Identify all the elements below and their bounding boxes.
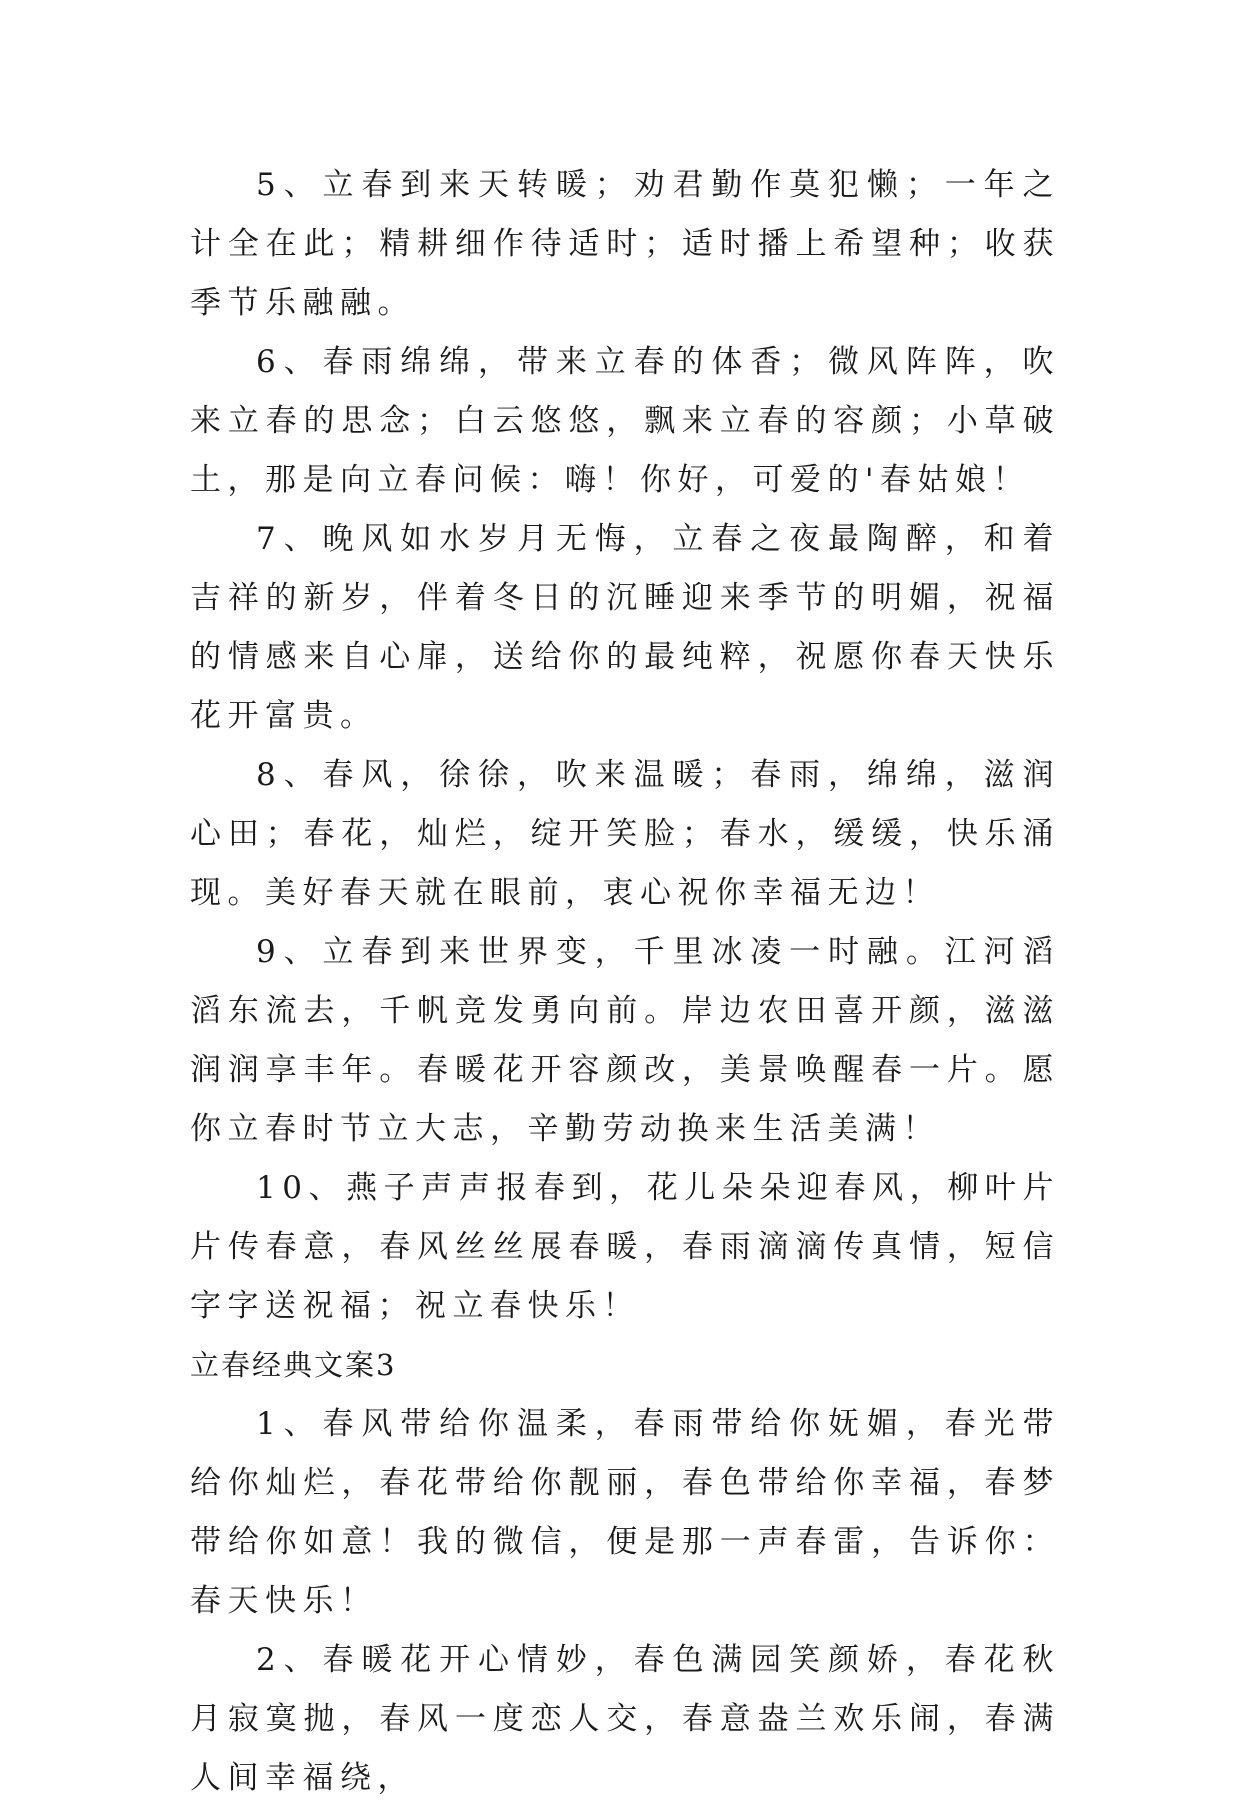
paragraph-item-5: 5、立春到来天转暖；劝君勤作莫犯懒；一年之计全在此；精耕细作待适时；适时播上希望种；收获季节乐融融。 bbox=[190, 167, 1060, 321]
paragraph-item-10: 10、燕子声声报春到，花儿朵朵迎春风，柳叶片片传春意，春风丝丝展春暖，春雨滴滴传真情，短信字字送祝福；祝立春快乐！ bbox=[190, 1170, 1060, 1324]
paragraph-item-1: 1、春风带给你温柔，春雨带给你妩媚，春光带给你灿烂，春花带给你靓丽，春色带给你幸福，春梦带给你如意！我的微信，便是那一声春雷，告诉你：春天快乐！ bbox=[190, 1406, 1060, 1619]
paragraph-item-2: 2、春暖花开心情妙，春色满园笑颜娇，春花秋月寂寞抛，春风一度恋人交，春意盎兰欢乐闹，春满人间幸福绕， bbox=[190, 1642, 1060, 1796]
paragraph-item-6: 6、春雨绵绵，带来立春的体香；微风阵阵，吹来立春的思念；白云悠悠，飘来立春的容颜；小草破土，那是向立春问候：嗨！你好，可爱的'春姑娘！ bbox=[190, 344, 1060, 498]
paragraph-item-7: 7、晚风如水岁月无悔，立春之夜最陶醉，和着吉祥的新岁，伴着冬日的沉睡迎来季节的明媚，祝福的情感来自心扉，送给你的最纯粹，祝愿你春天快乐花开富贵。 bbox=[190, 521, 1060, 734]
document-body bbox=[190, 156, 1060, 1808]
paragraph-item-9: 9、立春到来世界变，千里冰凌一时融。江河滔滔东流去，千帆竞发勇向前。岸边农田喜开颜，滋滋润润享丰年。春暖花开容颜改，美景唤醒春一片。愿你立春时节立大志，辛勤劳动换来生活美满！ bbox=[190, 934, 1060, 1147]
paragraph-item-8: 8、春风，徐徐，吹来温暖；春雨，绵绵，滋润心田；春花，灿烂，绽开笑脸；春水，缓缓，快乐涌现。美好春天就在眼前，衷心祝你幸福无边！ bbox=[190, 757, 1060, 911]
section-heading: 立春经典文案3 bbox=[190, 1348, 397, 1382]
